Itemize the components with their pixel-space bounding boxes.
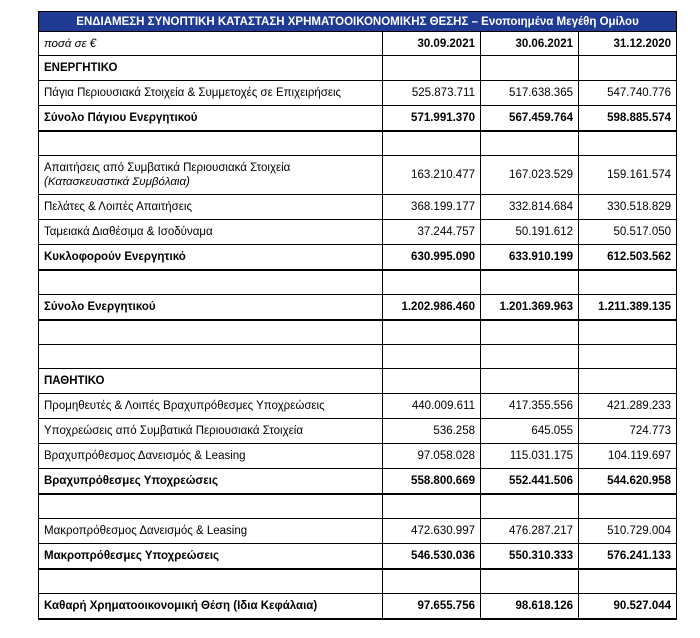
table-row	[39, 519, 677, 544]
empty-cell	[579, 569, 677, 594]
value-cell: 368.199.177	[383, 195, 481, 220]
value-cell: 417.355.556	[481, 394, 579, 419]
row-label-text: Απαιτήσεις από Συμβατικά Περιουσιακά Στοιχεία	[44, 162, 291, 174]
row-label	[39, 81, 383, 106]
value-cell: 558.800.669	[383, 469, 481, 495]
empty-cell	[481, 270, 579, 295]
section-heading: ΕΝΕΡΓΗΤΙΚΟ	[39, 56, 383, 81]
table-row	[39, 195, 677, 220]
empty-cell	[579, 270, 677, 295]
value-cell: 544.620.958	[579, 469, 677, 495]
table-header-row	[39, 32, 677, 56]
value-cell: 1.201.369.963	[481, 295, 579, 321]
empty-cell	[383, 131, 481, 156]
total-row	[39, 594, 677, 620]
financial-position-sheet	[38, 11, 676, 620]
empty-cell	[579, 56, 677, 81]
row-label-text: Κυκλοφορούν Ενεργητικό	[44, 251, 186, 263]
empty-cell	[39, 569, 383, 594]
total-label	[39, 245, 383, 271]
value-cell: 630.995.090	[383, 245, 481, 271]
row-label	[39, 156, 383, 195]
value-cell: 159.161.574	[579, 156, 677, 195]
column-date-2: 30.06.2021	[481, 32, 579, 56]
row-label-text: Πελάτες & Λοιπές Απαιτήσεις	[44, 201, 192, 213]
table-title: ΕΝΔΙΑΜΕΣΗ ΣΥΝΟΠΤΙΚΗ ΚΑΤΑΣΤΑΣΗ ΧΡΗΜΑΤΟΟΙΚΟΝΟΜΙΚΗΣ ΘΕΣΗΣ – Ενοποιημένα Μεγέθη Ομίλου	[39, 12, 677, 32]
row-label-text: Πάγια Περιουσιακά Στοιχεία & Συμμετοχές σε Επιχειρήσεις	[44, 87, 342, 99]
empty-cell	[481, 320, 579, 345]
value-cell: 50.191.612	[481, 220, 579, 245]
value-cell: 645.055	[481, 419, 579, 444]
value-cell: 476.287.217	[481, 519, 579, 544]
empty-cell	[383, 56, 481, 81]
value-cell: 552.441.506	[481, 469, 579, 495]
total-label	[39, 106, 383, 132]
value-cell: 612.503.562	[579, 245, 677, 271]
value-cell: 536.258	[383, 419, 481, 444]
table-row	[39, 394, 677, 419]
row-label-text: Σύνολο Ενεργητικού	[44, 301, 156, 313]
empty-cell	[481, 494, 579, 519]
row-label	[39, 419, 383, 444]
value-cell: 421.289.233	[579, 394, 677, 419]
value-cell: 97.655.756	[383, 594, 481, 620]
total-label	[39, 295, 383, 321]
total-row	[39, 106, 677, 132]
row-label-text: Βραχυπρόθεσμος Δανεισμός & Leasing	[44, 450, 246, 462]
empty-cell	[39, 131, 383, 156]
value-cell: 633.910.199	[481, 245, 579, 271]
empty-cell	[579, 345, 677, 369]
section-row	[39, 369, 677, 394]
row-label-text: Καθαρή Χρηματοοικονομική Θέση (Ιδια Κεφάλαια)	[44, 600, 318, 612]
value-cell: 550.310.333	[481, 544, 579, 570]
empty-cell	[481, 345, 579, 369]
total-label	[39, 544, 383, 570]
empty-cell	[481, 131, 579, 156]
table-row	[39, 419, 677, 444]
value-cell: 472.630.997	[383, 519, 481, 544]
row-label-text: Ταμειακά Διαθέσιμα & Ισοδύναμα	[44, 226, 213, 238]
value-cell: 330.518.829	[579, 195, 677, 220]
total-row	[39, 544, 677, 570]
value-cell: 1.211.389.135	[579, 295, 677, 321]
value-cell: 517.638.365	[481, 81, 579, 106]
empty-cell	[383, 320, 481, 345]
table-row	[39, 156, 677, 195]
empty-cell	[579, 131, 677, 156]
value-cell: 332.814.684	[481, 195, 579, 220]
value-cell: 576.241.133	[579, 544, 677, 570]
row-label-text: Μακροπρόθεσμες Υποχρεώσεις	[44, 550, 219, 562]
row-label-text: Βραχυπρόθεσμες Υποχρεώσεις	[44, 475, 218, 487]
value-cell: 115.031.175	[481, 444, 579, 469]
value-cell: 525.873.711	[383, 81, 481, 106]
value-cell: 440.009.611	[383, 394, 481, 419]
table-row	[39, 444, 677, 469]
value-cell: 598.885.574	[579, 106, 677, 132]
total-label	[39, 469, 383, 495]
empty-cell	[481, 369, 579, 394]
row-label-text: Σύνολο Πάγιου Ενεργητικού	[44, 112, 198, 124]
value-cell: 50.517.050	[579, 220, 677, 245]
table-row	[39, 81, 677, 106]
row-label	[39, 519, 383, 544]
spacer-row	[39, 320, 677, 345]
empty-cell	[579, 320, 677, 345]
empty-cell	[579, 369, 677, 394]
total-label	[39, 594, 383, 620]
row-label-text: Προμηθευτές & Λοιπές Βραχυπρόθεσμες Υποχρεώσεις	[44, 400, 325, 412]
empty-cell	[39, 270, 383, 295]
empty-cell	[39, 320, 383, 345]
empty-cell	[481, 56, 579, 81]
spacer-row	[39, 270, 677, 295]
empty-cell	[39, 494, 383, 519]
total-row	[39, 469, 677, 495]
spacer-row	[39, 569, 677, 594]
row-label	[39, 220, 383, 245]
value-cell: 163.210.477	[383, 156, 481, 195]
row-label-text: Υποχρεώσεις από Συμβατικά Περιουσιακά Στοιχεία	[44, 425, 303, 437]
row-label-text: Μακροπρόθεσμος Δανεισμός & Leasing	[44, 525, 248, 537]
column-date-1: 30.09.2021	[383, 32, 481, 56]
financial-position-table	[38, 11, 677, 620]
value-cell: 571.991.370	[383, 106, 481, 132]
empty-cell	[383, 569, 481, 594]
value-cell: 1.202.986.460	[383, 295, 481, 321]
total-row	[39, 245, 677, 271]
empty-cell	[383, 345, 481, 369]
value-cell: 510.729.004	[579, 519, 677, 544]
section-heading: ΠΑΘΗΤΙΚΟ	[39, 369, 383, 394]
table-row	[39, 220, 677, 245]
value-cell: 547.740.776	[579, 81, 677, 106]
empty-cell	[481, 569, 579, 594]
value-cell: 724.773	[579, 419, 677, 444]
amount-unit-label: ποσά σε €	[39, 32, 383, 56]
spacer-row	[39, 345, 677, 369]
empty-cell	[383, 270, 481, 295]
table-title-row	[39, 12, 677, 32]
empty-cell	[383, 369, 481, 394]
value-cell: 546.530.036	[383, 544, 481, 570]
value-cell: 90.527.044	[579, 594, 677, 620]
empty-cell	[39, 345, 383, 369]
total-row	[39, 295, 677, 321]
value-cell: 37.244.757	[383, 220, 481, 245]
row-label	[39, 394, 383, 419]
section-row	[39, 56, 677, 81]
spacer-row	[39, 131, 677, 156]
value-cell: 97.058.028	[383, 444, 481, 469]
value-cell: 98.618.126	[481, 594, 579, 620]
empty-cell	[383, 494, 481, 519]
row-label	[39, 195, 383, 220]
column-date-3: 31.12.2020	[579, 32, 677, 56]
row-label	[39, 444, 383, 469]
value-cell: 567.459.764	[481, 106, 579, 132]
spacer-row	[39, 494, 677, 519]
value-cell: 104.119.697	[579, 444, 677, 469]
value-cell: 167.023.529	[481, 156, 579, 195]
row-sublabel: (Κατασκευαστικά Συμβόλαια)	[44, 176, 190, 188]
empty-cell	[579, 494, 677, 519]
